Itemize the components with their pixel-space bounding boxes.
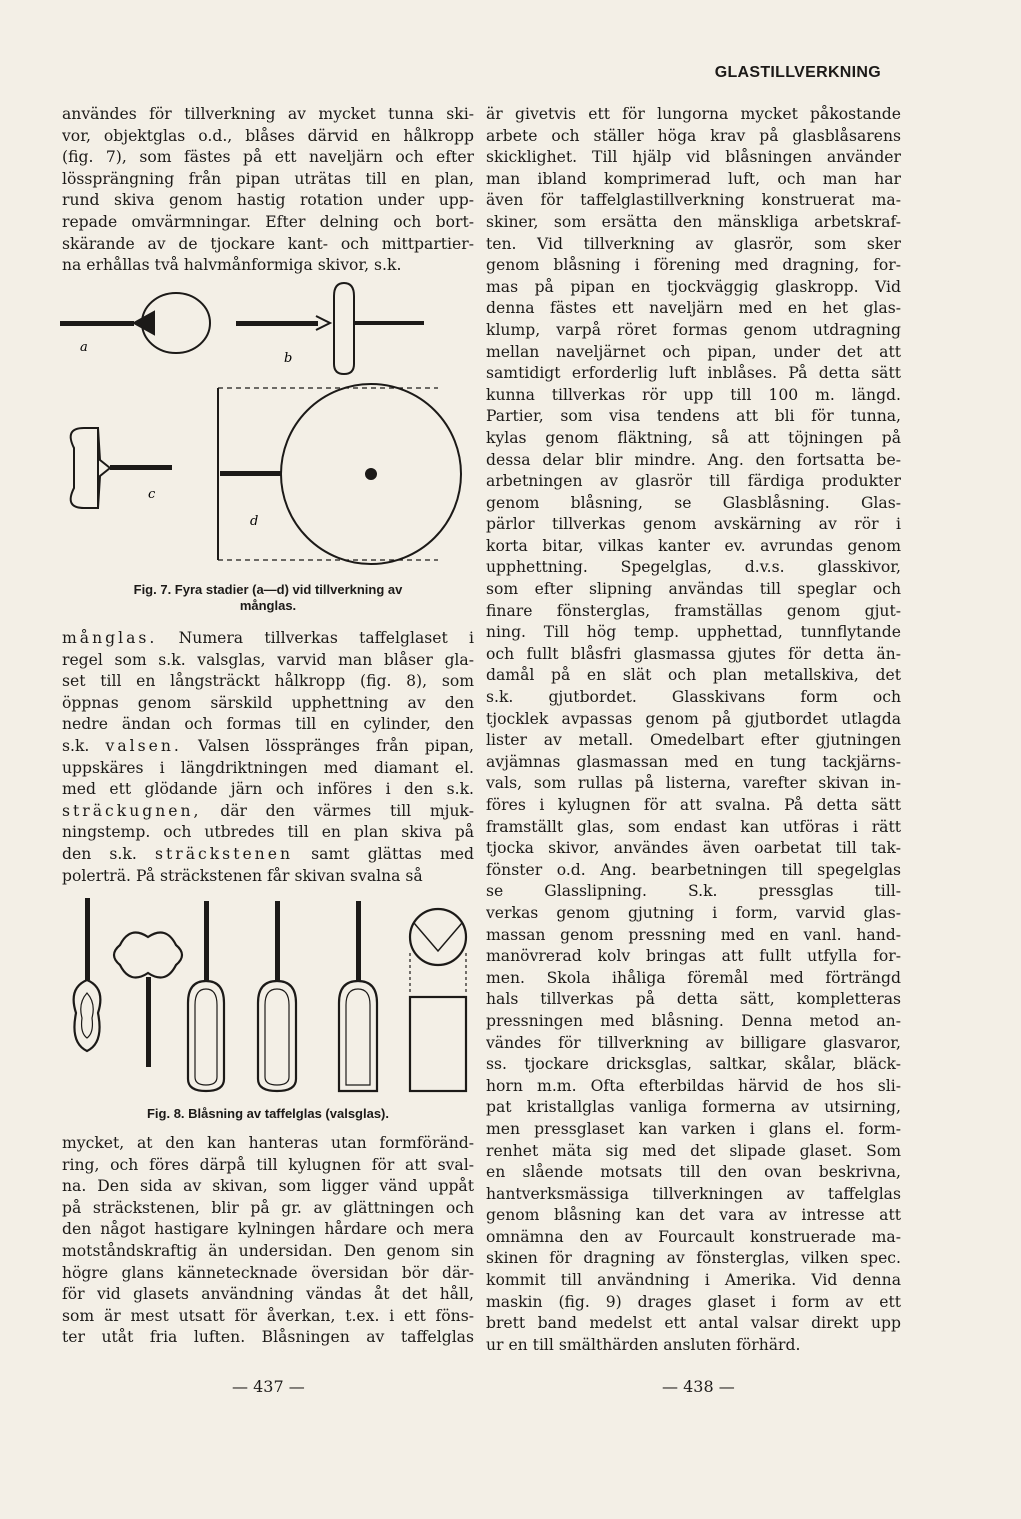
text-line: framställt glas, som endast kan utföras i rätt xyxy=(486,817,901,836)
text-line: maskin (fig. 9) drages glaset i form av ett xyxy=(486,1292,901,1311)
text-line: och fullt blåsfri glasmassa gjutes för detta än- xyxy=(486,644,901,663)
spaced-term: sträckstenen xyxy=(154,844,293,863)
text-line: dessa delar blir mindre. Ang. den fortsatta be- xyxy=(486,450,901,469)
text-line: högre glans kännetecknade översidan bör där- xyxy=(62,1263,474,1282)
text-line: är givetvis ett för lungorna mycket påkostande xyxy=(486,105,901,123)
text-line: men pressglaset kan varken i glans el. form- xyxy=(486,1119,901,1138)
text-fragment: den s.k. xyxy=(62,844,155,863)
text-line: med ett glödande järn och införes i den s.k. xyxy=(62,780,474,799)
text-line: kylas genom fläktning, så att töjningen på xyxy=(486,428,901,447)
text-line: fönster o.d. Ang. bearbetningen till spegelglas xyxy=(486,860,901,879)
left-column-para2 xyxy=(62,628,474,887)
text-line: öppnas genom särskild upphettning av den xyxy=(62,693,474,712)
spaced-term: valsen. xyxy=(105,736,182,755)
text-line xyxy=(62,801,474,823)
text-line: ning. Till hög temp. upphettad, tunnflytande xyxy=(486,623,901,642)
text-line: omnämna den av Fourcault konstruerade ma- xyxy=(486,1227,901,1246)
text-line: upphettning. Spegelglas, d.v.s. glasskivor, xyxy=(486,558,901,577)
running-header: GLASTILLVERKNING xyxy=(714,64,881,81)
spaced-term: sträckugnen, xyxy=(62,801,202,820)
text-line: föres i kylugnen för att svalna. På detta sätt xyxy=(486,796,901,814)
text-line: ten. Vid tillverkning av glasrör, som sker xyxy=(486,234,901,253)
text-line: ring, och föres därpå till kylugnen för att sval- xyxy=(62,1155,474,1174)
text-line: samtidigt erforderlig luft inblåses. På detta sätt xyxy=(486,364,901,383)
figure-7-caption xyxy=(58,582,478,614)
fig7-label-d: d xyxy=(250,514,259,529)
text-line: ter utåt fria luften. Blåsningen av taffelglas xyxy=(62,1328,474,1347)
text-line: finare fönsterglas, framställas genom gjut- xyxy=(486,601,901,620)
text-line: brett band medelst ett antal valsar direkt upp xyxy=(486,1314,901,1333)
text-line: genom blåsning i förening med dragning, for- xyxy=(486,256,901,275)
figure-8-drawing xyxy=(58,893,478,1098)
fig7-label-b: b xyxy=(284,351,293,366)
text-line: polerträ. På sträckstenen får skivan svalna så xyxy=(62,866,423,885)
left-column-para3 xyxy=(62,1133,474,1349)
right-column xyxy=(486,104,901,1356)
text-line: pressningen med blåsning. Denna metod an- xyxy=(486,1011,901,1030)
text-line: en slående motsats till den ovan beskrivna, xyxy=(486,1163,901,1182)
text-line: mas på pipan en tjockväggig glaskropp. Vid xyxy=(486,277,901,296)
text-line: pärlor tillverkas genom avskärning av rör i xyxy=(486,515,901,534)
text-line: men. Skola ihåliga föremål med förträngd xyxy=(486,968,901,987)
text-line: för vid glasets användning vändas åt det håll, xyxy=(62,1285,474,1304)
text-line: na erhållas två halvmånformiga skivor, s.k. xyxy=(62,256,402,275)
text-line: skicklighet. Till hjälp vid blåsningen använder xyxy=(486,148,901,167)
text-line: lössprängning från pipan uträtas till en plan, xyxy=(62,169,474,188)
page-number-left: — 437 — xyxy=(232,1377,305,1396)
fig7-label-c: c xyxy=(148,487,156,502)
text-line: ningstemp. och utbredes till en plan skiva på xyxy=(62,823,474,842)
text-fragment: s.k. xyxy=(62,736,106,755)
text-line: hals tillverkas på detta sätt, kompletteras xyxy=(486,990,901,1009)
text-fragment: samt glättas med xyxy=(293,844,474,863)
text-line: även för taffelglastillverkning konstruerat ma- xyxy=(486,191,901,210)
text-line: damål på en slät och plan metallskiva, det xyxy=(486,666,901,685)
text-line: rund skiva genom hastig rotation under upp- xyxy=(62,191,474,210)
text-line: den något hastigare kylningen hårdare och mera xyxy=(62,1220,474,1239)
text-line: tjocka skivor, användes även oarbetat till tak- xyxy=(486,839,901,858)
text-line: skärande av de tjockare kant- och mittpartier- xyxy=(62,234,474,253)
text-line: regel som s.k. valsglas, varvid man blåser gla- xyxy=(62,650,474,669)
text-line: som efter slipning användas till speglar och xyxy=(486,580,901,599)
text-line: repade omvärmningar. Efter delning och bort- xyxy=(62,212,474,231)
text-line: ur en till smälthärden ansluten förhärd. xyxy=(486,1335,801,1354)
text-line: klump, varpå röret formas genom utdragning xyxy=(486,320,901,339)
text-line: på sträckstenen, blir på gr. av glättningen och xyxy=(62,1198,474,1217)
text-line: nedre ändan och formas till en cylinder, den xyxy=(62,715,474,734)
text-fragment: Valsen lösspränges från pipan, xyxy=(181,736,474,755)
figure-8-caption: Fig. 8. Blåsning av taffelglas (valsglas). xyxy=(146,1106,390,1121)
text-line: som är mest utsatt för åverkan, t.ex. i ett föns- xyxy=(62,1306,474,1325)
figure-7-drawing xyxy=(58,278,478,578)
text-line: uppskäres i längdriktningen med diamant el. xyxy=(62,758,474,777)
text-line: arbete och ställer höga krav på glasblåsarens xyxy=(486,126,901,145)
text-line: skiner, som ersätta den mänskliga arbetskraf- xyxy=(486,212,901,231)
text-line: vändes för tillverkning av billigare glasvaror, xyxy=(486,1033,901,1052)
text-line: man ibland komprimerad luft, och man har xyxy=(486,169,901,188)
text-line: massan genom pressning med en vanl. hand- xyxy=(486,925,901,944)
text-line: mycket, at den kan hanteras utan formföränd- xyxy=(62,1134,474,1152)
caption-line: månglas. xyxy=(239,598,297,613)
text-line: kommit till användning i Amerika. Vid denna xyxy=(486,1271,901,1290)
text-line: användes för tillverkning av mycket tunna ski- xyxy=(62,105,474,123)
text-line: motståndskraftig än undersidan. Den genom sin xyxy=(62,1241,474,1260)
text-line xyxy=(62,628,474,650)
figure-7 xyxy=(58,278,478,613)
text-line: avjämnas glasmassan med en tung tackjärns- xyxy=(486,752,901,771)
text-line: se Glasslipning. S.k. pressglas till- xyxy=(486,882,901,901)
text-line: arbetningen av glasrör till färdiga produkter xyxy=(486,472,901,491)
text-line: ss. tjockare dricksglas, saltkar, skålar, bläck- xyxy=(486,1055,901,1074)
text-line: verkas genom gjutning i form, varvid glas- xyxy=(486,903,901,922)
text-line: skinen för dragning av fönsterglas, vilken spec. xyxy=(486,1249,901,1268)
text-line: set till en långsträckt hålkropp (fig. 8), som xyxy=(62,672,474,691)
figure-8 xyxy=(58,893,478,1121)
caption-line: Fig. 7. Fyra stadier (a—d) vid tillverkning av xyxy=(133,582,403,597)
text-line: vor, objektglas o.d., blåses därvid en hålkropp xyxy=(62,126,474,145)
text-line: (fig. 7), som fästes på ett naveljärn och efter xyxy=(62,148,474,167)
page-number-right: — 438 — xyxy=(662,1377,735,1396)
text-line: genom blåsning, se Glasblåsning. Glas- xyxy=(486,493,901,512)
paragraph xyxy=(62,628,474,887)
text-line: lister av metall. Omedelbart efter gjutningen xyxy=(486,731,901,750)
text-line: pat kristallglas vanliga formerna av utsirning, xyxy=(486,1098,901,1117)
text-line: vals, som rullas på listerna, varefter skivan in- xyxy=(486,774,901,793)
text-line: mellan naveljärnet och pipan, under det att xyxy=(486,342,901,361)
text-line: horn m.m. Ofta efterbildas härvid de hos sli- xyxy=(486,1076,901,1095)
text-line: tjocklek avpassas genom på gjutbordet utlagda xyxy=(486,709,901,728)
paragraph xyxy=(62,104,474,277)
left-column-para1 xyxy=(62,104,474,277)
text-line: denna fästes ett naveljärn med en het glas- xyxy=(486,299,901,318)
text-fragment: där den värmes till mjuk- xyxy=(201,801,474,820)
text-line xyxy=(62,844,474,866)
spaced-term: månglas. xyxy=(62,629,158,647)
text-line: genom blåsning kan det vara av intresse att xyxy=(486,1206,901,1225)
fig7-label-a: a xyxy=(80,340,88,355)
text-line: hantverksmässiga tillverkningen av taffelglas xyxy=(486,1184,901,1203)
text-line: renhet mäta sig med det slipade glaset. Som xyxy=(486,1141,901,1160)
text-line xyxy=(62,736,474,758)
text-fragment: Numera tillverkas taffelglaset i xyxy=(157,629,474,647)
text-line: korta bitar, vilkas kanter ev. avrundas genom xyxy=(486,536,901,555)
text-line: manövrerad kolv bringas att fullt utfylla for- xyxy=(486,947,901,966)
text-line: na. Den sida av skivan, som ligger vänd uppåt xyxy=(62,1177,474,1196)
paragraph xyxy=(62,1133,474,1349)
text-line: Partier, som visa tendens att bli för tunna, xyxy=(486,407,901,426)
paragraph xyxy=(486,104,901,1356)
text-line: s.k. gjutbordet. Glasskivans form och xyxy=(486,688,901,707)
text-line: kunna tillverkas rör upp till 100 m. längd. xyxy=(486,385,901,404)
